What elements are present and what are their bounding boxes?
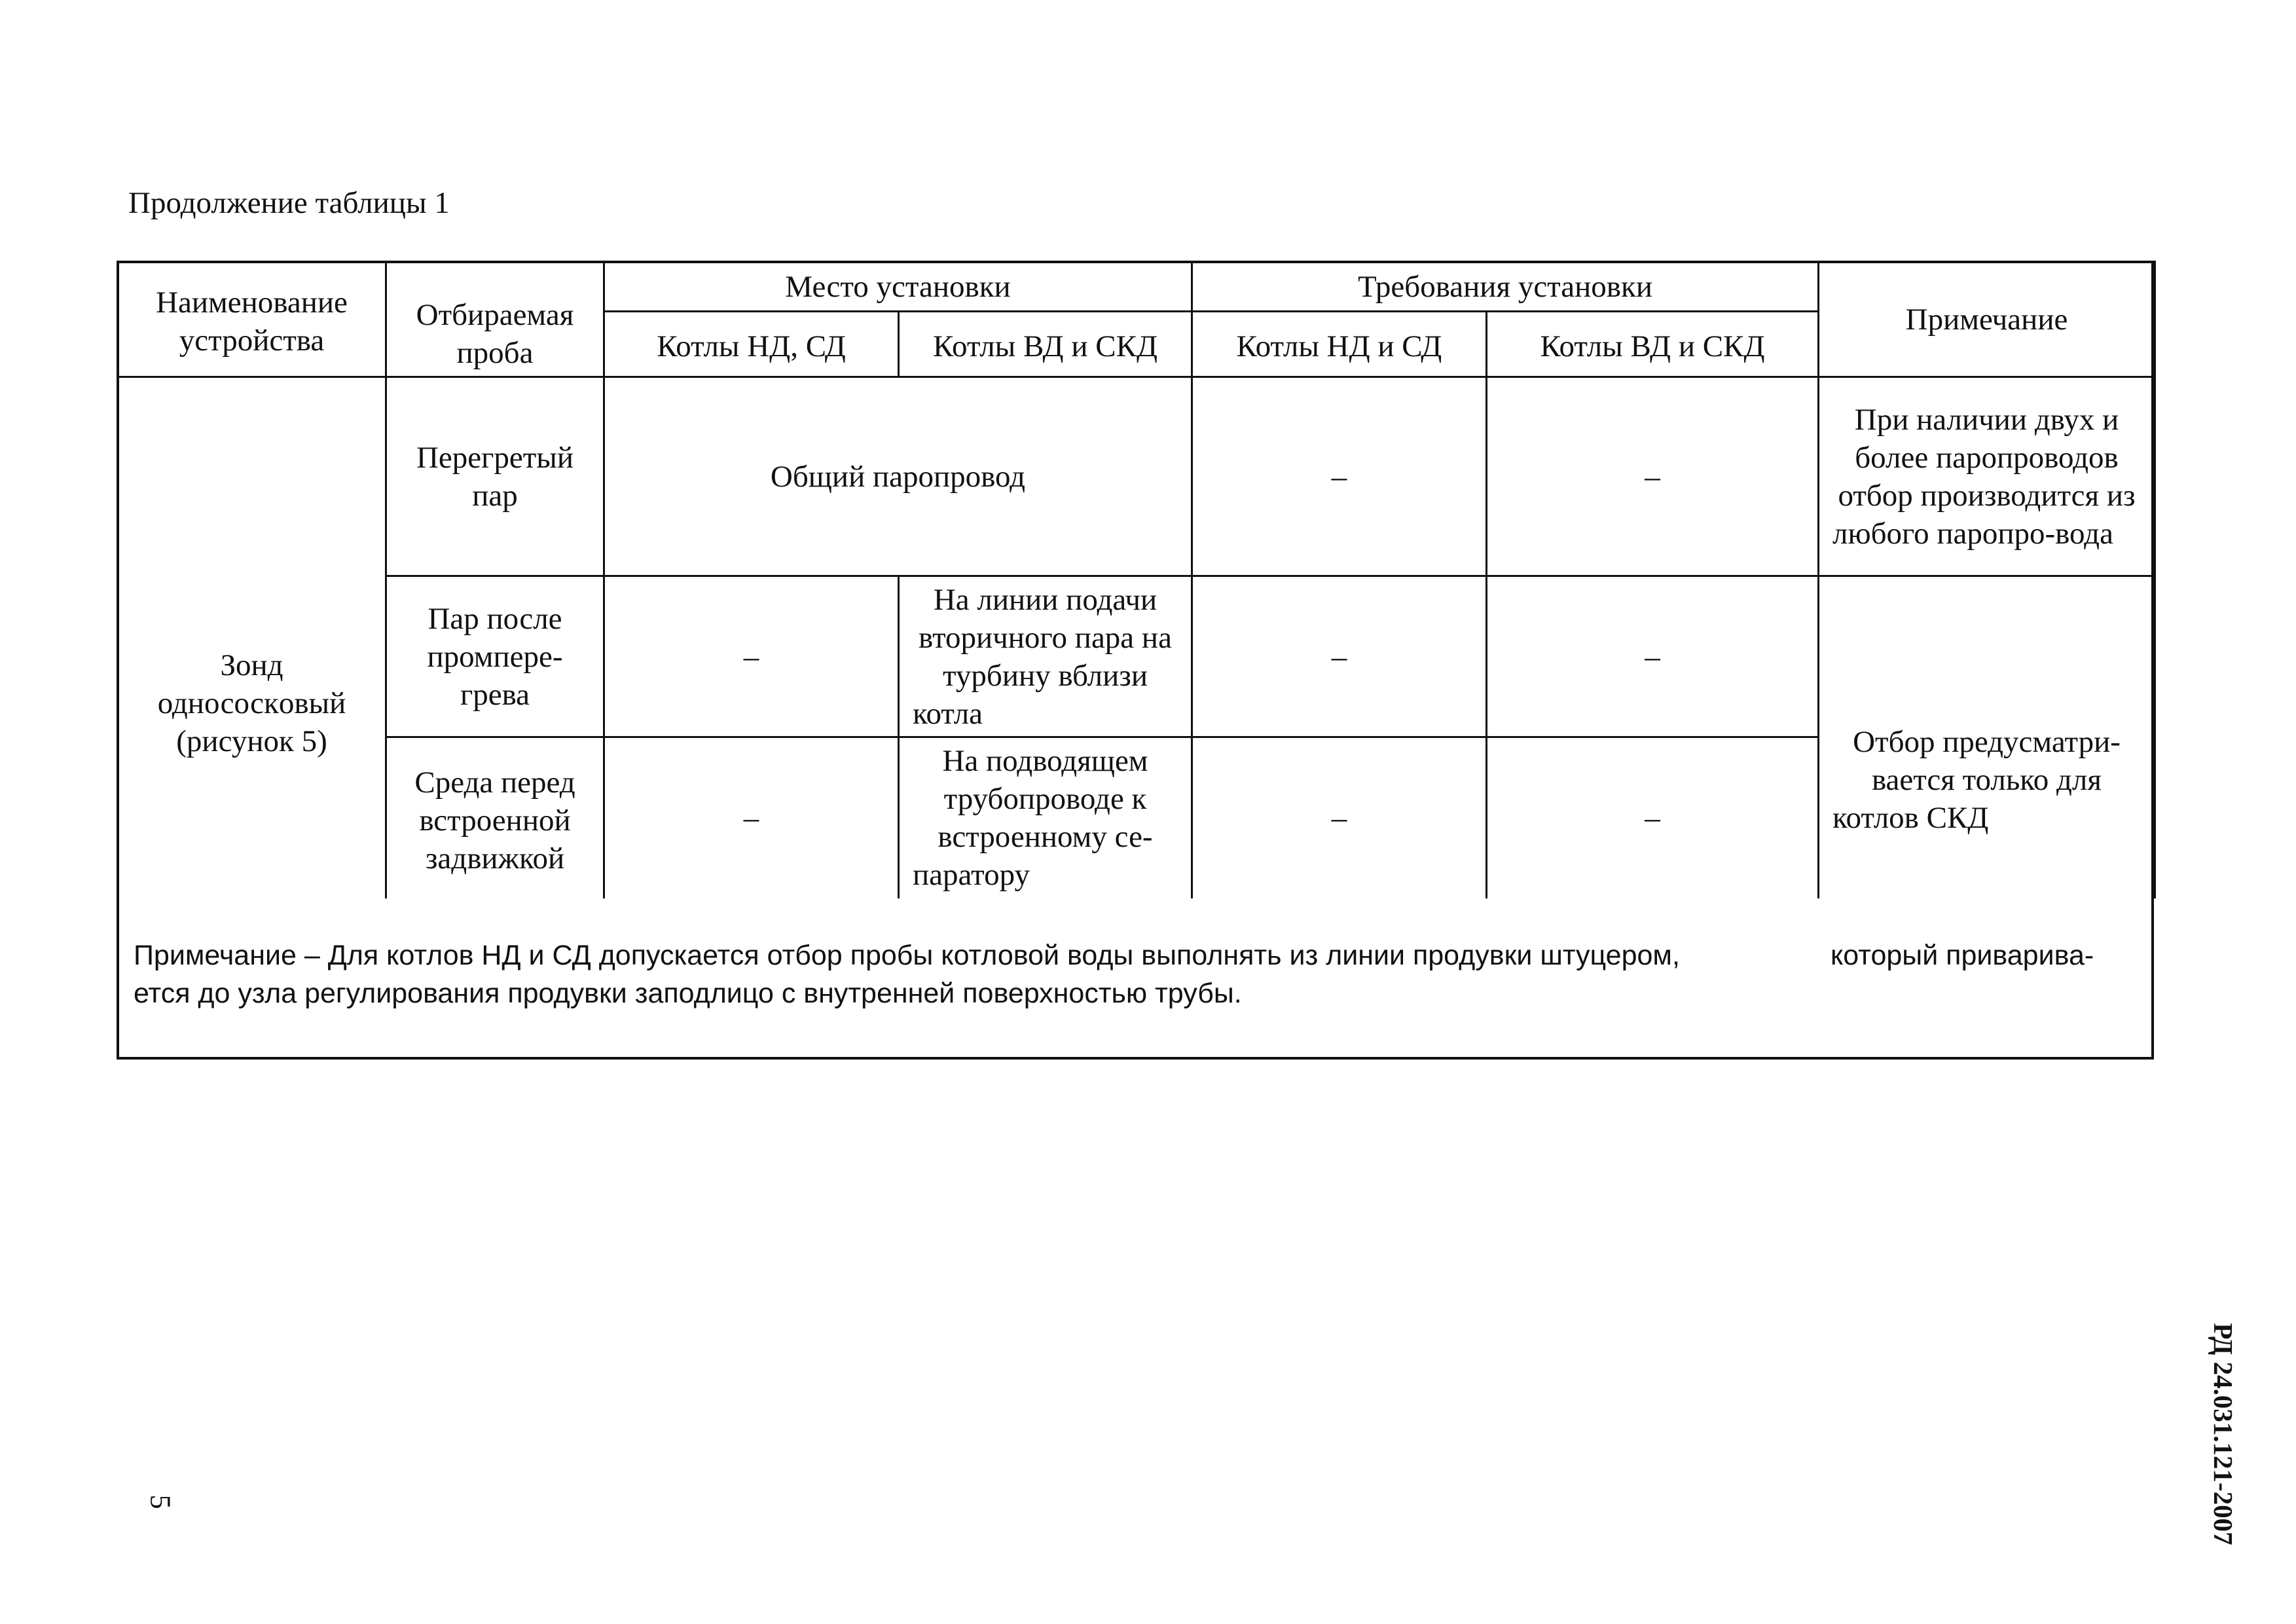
note-cell: При наличии двух и более паропроводов отбор производится из любого паропро-вода [1819,377,2155,576]
header-install-place: Место установки [604,262,1192,312]
sample-cell: Пар после промпере-грева [386,576,604,737]
header-place-low: Котлы НД, СД [604,312,899,377]
document-code-text: РД 24.031.121-2007 [2208,1323,2238,1545]
table-caption: Продолжение таблицы 1 [128,186,450,220]
req-low-cell: – [1192,377,1487,576]
page-number: 5 [144,1494,177,1509]
header-req-high: Котлы ВД и СКД [1487,312,1819,377]
place-low-cell: – [604,737,899,898]
place-high-cell: На подводящем трубопроводе к встроенному се-паратору [899,737,1192,898]
header-place-high: Котлы ВД и СКД [899,312,1192,377]
req-low-cell: – [1192,737,1487,898]
req-low-cell: – [1192,576,1487,737]
sample-cell: Перегретый пар [386,377,604,576]
note-skd-cell: Отбор предусматри-вается только для котлов СКД [1819,576,2155,898]
place-high-cell: На линии подачи вторичного пара на турбину вблизи котла [899,576,1192,737]
place-low-cell: – [604,576,899,737]
header-note: Примечание [1819,262,2155,377]
footnote-line-1-tail: который приварива- [1831,940,2094,971]
footnote-line-1: Примечание – Для котлов НД и СД допускается отбор пробы котловой воды выполнять из линии продувки штуцером, [134,940,1680,971]
place-merged-cell: Общий паропровод [604,377,1192,576]
sample-cell: Среда перед встроенной задвижкой [386,737,604,898]
header-install-requirements: Требования установки [1192,262,1819,312]
footnote-line-2: ется до узла регулирования продувки заподлицо с внутренней поверхностью трубы. [134,978,1242,1009]
req-high-cell: – [1487,737,1819,898]
document-code [2200,1316,2247,1552]
req-high-cell: – [1487,576,1819,737]
table-footnote [134,936,2094,1012]
req-high-cell: – [1487,377,1819,576]
header-req-low: Котлы НД и СД [1192,312,1487,377]
header-sample: Отбираемая проба [386,262,604,377]
data-table [117,261,2156,898]
device-name-cell: Зонд однососкoвый (рисунок 5) [118,377,386,898]
header-device-name: Наименование устройства [118,262,386,377]
header-row-1 [118,262,2155,312]
table-row [118,377,2155,576]
table-row [118,576,2155,737]
